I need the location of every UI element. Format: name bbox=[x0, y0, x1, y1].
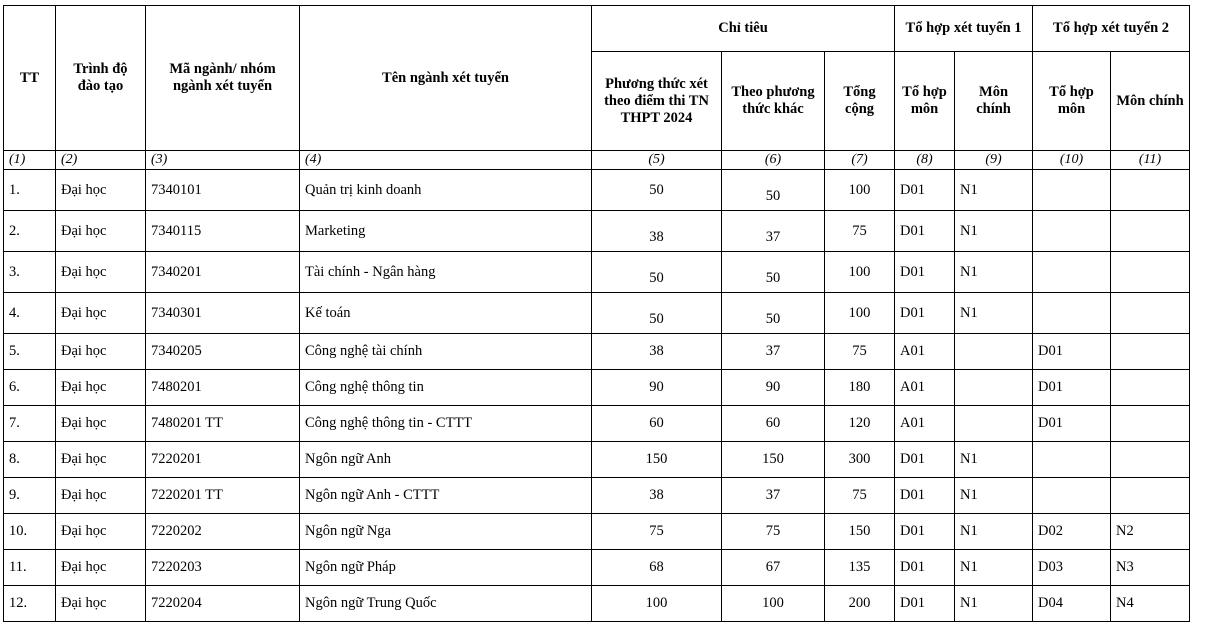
combo-2: D01 bbox=[1033, 334, 1111, 370]
training-level: Đại học bbox=[56, 370, 146, 406]
major-name: Ngôn ngữ Trung Quốc bbox=[300, 586, 592, 622]
admission-quota-table bbox=[3, 5, 1190, 622]
main-subject-1: N1 bbox=[955, 293, 1033, 334]
header-to-hop-1: Tổ hợp xét tuyển 1 bbox=[895, 6, 1033, 52]
quota-thpt: 150 bbox=[592, 442, 722, 478]
major-name: Marketing bbox=[300, 211, 592, 252]
major-code: 7220201 TT bbox=[146, 478, 300, 514]
main-subject-2 bbox=[1111, 334, 1190, 370]
combo-2: D01 bbox=[1033, 406, 1111, 442]
table-row bbox=[4, 514, 1190, 550]
column-number: (2) bbox=[56, 151, 146, 170]
header-trinh-do: Trình độ đào tạo bbox=[56, 6, 146, 151]
combo-2: D03 bbox=[1033, 550, 1111, 586]
table-row bbox=[4, 293, 1190, 334]
quota-thpt: 50 bbox=[592, 293, 722, 334]
main-subject-1: N1 bbox=[955, 478, 1033, 514]
quota-total: 200 bbox=[825, 586, 895, 622]
quota-other: 90 bbox=[722, 370, 825, 406]
quota-other: 50 bbox=[722, 293, 825, 334]
column-number-row bbox=[4, 151, 1190, 170]
header-to-hop-2: Tổ hợp xét tuyển 2 bbox=[1033, 6, 1190, 52]
main-subject-2 bbox=[1111, 370, 1190, 406]
column-number: (4) bbox=[300, 151, 592, 170]
combo-1: A01 bbox=[895, 406, 955, 442]
row-number: 6. bbox=[4, 370, 56, 406]
combo-1: A01 bbox=[895, 334, 955, 370]
main-subject-2 bbox=[1111, 170, 1190, 211]
combo-1: A01 bbox=[895, 370, 955, 406]
quota-other: 50 bbox=[722, 252, 825, 293]
combo-2 bbox=[1033, 170, 1111, 211]
quota-total: 75 bbox=[825, 334, 895, 370]
row-number: 5. bbox=[4, 334, 56, 370]
row-number: 12. bbox=[4, 586, 56, 622]
row-number: 8. bbox=[4, 442, 56, 478]
training-level: Đại học bbox=[56, 478, 146, 514]
row-number: 2. bbox=[4, 211, 56, 252]
training-level: Đại học bbox=[56, 550, 146, 586]
training-level: Đại học bbox=[56, 514, 146, 550]
major-name: Công nghệ tài chính bbox=[300, 334, 592, 370]
row-number: 11. bbox=[4, 550, 56, 586]
major-name: Kế toán bbox=[300, 293, 592, 334]
main-subject-1 bbox=[955, 334, 1033, 370]
header-to-hop-mon-1: Tổ hợp môn bbox=[895, 52, 955, 151]
main-subject-2 bbox=[1111, 442, 1190, 478]
combo-2: D02 bbox=[1033, 514, 1111, 550]
quota-total: 150 bbox=[825, 514, 895, 550]
main-subject-1: N1 bbox=[955, 586, 1033, 622]
main-subject-1: N1 bbox=[955, 252, 1033, 293]
column-number: (3) bbox=[146, 151, 300, 170]
quota-other: 75 bbox=[722, 514, 825, 550]
main-subject-2 bbox=[1111, 406, 1190, 442]
main-subject-1 bbox=[955, 370, 1033, 406]
training-level: Đại học bbox=[56, 252, 146, 293]
main-subject-1: N1 bbox=[955, 514, 1033, 550]
training-level: Đại học bbox=[56, 211, 146, 252]
quota-total: 100 bbox=[825, 293, 895, 334]
quota-thpt: 75 bbox=[592, 514, 722, 550]
quota-other: 60 bbox=[722, 406, 825, 442]
quota-other: 67 bbox=[722, 550, 825, 586]
major-name: Ngôn ngữ Pháp bbox=[300, 550, 592, 586]
major-code: 7340115 bbox=[146, 211, 300, 252]
major-code: 7340205 bbox=[146, 334, 300, 370]
combo-2 bbox=[1033, 252, 1111, 293]
major-name: Quản trị kinh doanh bbox=[300, 170, 592, 211]
column-number: (9) bbox=[955, 151, 1033, 170]
table-row bbox=[4, 334, 1190, 370]
quota-thpt: 60 bbox=[592, 406, 722, 442]
row-number: 4. bbox=[4, 293, 56, 334]
training-level: Đại học bbox=[56, 293, 146, 334]
quota-thpt: 38 bbox=[592, 211, 722, 252]
quota-total: 120 bbox=[825, 406, 895, 442]
main-subject-2 bbox=[1111, 211, 1190, 252]
main-subject-1: N1 bbox=[955, 170, 1033, 211]
major-code: 7340101 bbox=[146, 170, 300, 211]
row-number: 1. bbox=[4, 170, 56, 211]
training-level: Đại học bbox=[56, 442, 146, 478]
major-code: 7220203 bbox=[146, 550, 300, 586]
row-number: 7. bbox=[4, 406, 56, 442]
header-pt-khac: Theo phương thức khác bbox=[722, 52, 825, 151]
training-level: Đại học bbox=[56, 406, 146, 442]
main-subject-1: N1 bbox=[955, 211, 1033, 252]
quota-total: 75 bbox=[825, 211, 895, 252]
quota-other: 50 bbox=[722, 170, 825, 211]
combo-2: D01 bbox=[1033, 370, 1111, 406]
quota-thpt: 38 bbox=[592, 478, 722, 514]
combo-1: D01 bbox=[895, 442, 955, 478]
quota-thpt: 100 bbox=[592, 586, 722, 622]
quota-other: 37 bbox=[722, 334, 825, 370]
quota-total: 135 bbox=[825, 550, 895, 586]
column-number: (10) bbox=[1033, 151, 1111, 170]
major-code: 7220201 bbox=[146, 442, 300, 478]
combo-1: D01 bbox=[895, 514, 955, 550]
header-mon-chinh-1: Môn chính bbox=[955, 52, 1033, 151]
column-number: (6) bbox=[722, 151, 825, 170]
major-code: 7480201 TT bbox=[146, 406, 300, 442]
major-code: 7220204 bbox=[146, 586, 300, 622]
table-row bbox=[4, 370, 1190, 406]
header-to-hop-mon-2: Tổ hợp môn bbox=[1033, 52, 1111, 151]
header-ten-nganh: Tên ngành xét tuyển bbox=[300, 6, 592, 151]
training-level: Đại học bbox=[56, 170, 146, 211]
header-tt: TT bbox=[4, 6, 56, 151]
quota-other: 37 bbox=[722, 478, 825, 514]
table-row bbox=[4, 478, 1190, 514]
combo-1: D01 bbox=[895, 550, 955, 586]
combo-2 bbox=[1033, 211, 1111, 252]
training-level: Đại học bbox=[56, 586, 146, 622]
table-row bbox=[4, 211, 1190, 252]
combo-1: D01 bbox=[895, 211, 955, 252]
quota-total: 180 bbox=[825, 370, 895, 406]
main-subject-2: N2 bbox=[1111, 514, 1190, 550]
main-subject-1: N1 bbox=[955, 442, 1033, 478]
table-row bbox=[4, 170, 1190, 211]
main-subject-2 bbox=[1111, 252, 1190, 293]
combo-1: D01 bbox=[895, 252, 955, 293]
major-name: Tài chính - Ngân hàng bbox=[300, 252, 592, 293]
header-tong: Tổng cộng bbox=[825, 52, 895, 151]
row-number: 3. bbox=[4, 252, 56, 293]
header-chi-tieu: Chỉ tiêu bbox=[592, 6, 895, 52]
combo-2 bbox=[1033, 478, 1111, 514]
combo-2: D04 bbox=[1033, 586, 1111, 622]
quota-thpt: 50 bbox=[592, 252, 722, 293]
quota-total: 100 bbox=[825, 252, 895, 293]
column-number: (1) bbox=[4, 151, 56, 170]
major-code: 7340301 bbox=[146, 293, 300, 334]
main-subject-2 bbox=[1111, 478, 1190, 514]
combo-2 bbox=[1033, 442, 1111, 478]
column-number: (8) bbox=[895, 151, 955, 170]
combo-1: D01 bbox=[895, 478, 955, 514]
quota-other: 150 bbox=[722, 442, 825, 478]
table-row bbox=[4, 442, 1190, 478]
quota-thpt: 90 bbox=[592, 370, 722, 406]
table-row bbox=[4, 406, 1190, 442]
table-row bbox=[4, 550, 1190, 586]
quota-total: 300 bbox=[825, 442, 895, 478]
quota-total: 75 bbox=[825, 478, 895, 514]
column-number: (7) bbox=[825, 151, 895, 170]
quota-thpt: 50 bbox=[592, 170, 722, 211]
main-subject-2: N3 bbox=[1111, 550, 1190, 586]
major-name: Công nghệ thông tin - CTTT bbox=[300, 406, 592, 442]
quota-other: 37 bbox=[722, 211, 825, 252]
table-row bbox=[4, 586, 1190, 622]
main-subject-1 bbox=[955, 406, 1033, 442]
major-name: Công nghệ thông tin bbox=[300, 370, 592, 406]
major-name: Ngôn ngữ Nga bbox=[300, 514, 592, 550]
main-subject-1: N1 bbox=[955, 550, 1033, 586]
row-number: 10. bbox=[4, 514, 56, 550]
combo-2 bbox=[1033, 293, 1111, 334]
table-row bbox=[4, 252, 1190, 293]
main-subject-2: N4 bbox=[1111, 586, 1190, 622]
header-ma-nganh: Mã ngành/ nhóm ngành xét tuyển bbox=[146, 6, 300, 151]
quota-thpt: 38 bbox=[592, 334, 722, 370]
quota-thpt: 68 bbox=[592, 550, 722, 586]
major-code: 7340201 bbox=[146, 252, 300, 293]
combo-1: D01 bbox=[895, 170, 955, 211]
header-mon-chinh-2: Môn chính bbox=[1111, 52, 1190, 151]
column-number: (5) bbox=[592, 151, 722, 170]
major-code: 7220202 bbox=[146, 514, 300, 550]
training-level: Đại học bbox=[56, 334, 146, 370]
combo-1: D01 bbox=[895, 293, 955, 334]
major-name: Ngôn ngữ Anh bbox=[300, 442, 592, 478]
major-name: Ngôn ngữ Anh - CTTT bbox=[300, 478, 592, 514]
header-pt-thpt: Phương thức xét theo điểm thi TN THPT 2024 bbox=[592, 52, 722, 151]
major-code: 7480201 bbox=[146, 370, 300, 406]
row-number: 9. bbox=[4, 478, 56, 514]
main-subject-2 bbox=[1111, 293, 1190, 334]
column-number: (11) bbox=[1111, 151, 1190, 170]
quota-total: 100 bbox=[825, 170, 895, 211]
combo-1: D01 bbox=[895, 586, 955, 622]
quota-other: 100 bbox=[722, 586, 825, 622]
